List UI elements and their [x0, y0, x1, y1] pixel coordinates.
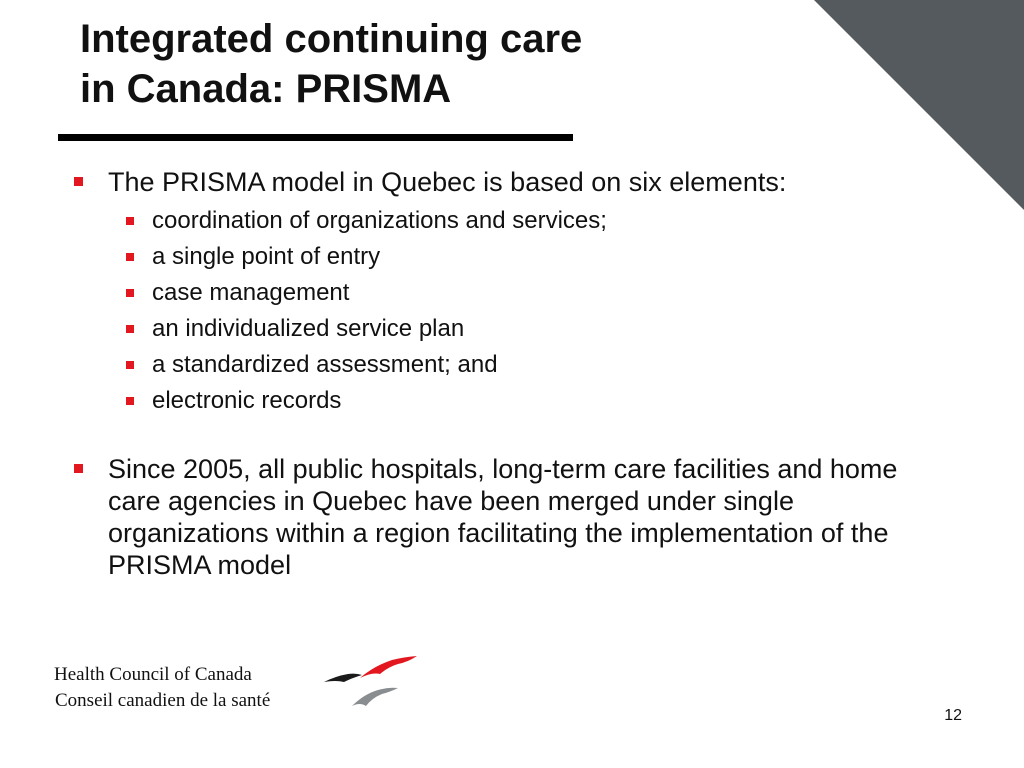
sub-bullet-text: coordination of organizations and services; — [152, 207, 607, 234]
red-square-bullet-icon — [126, 217, 134, 225]
bullet-text: Since 2005, all public hospitals, long-term care facilities and home care agencies in Quebec have been merged under single organizations within a region facilitating the implementation of the PRISMA model — [108, 454, 898, 580]
title-underline-rule — [58, 134, 573, 141]
red-square-bullet-icon — [74, 464, 83, 473]
red-square-bullet-icon — [126, 289, 134, 297]
sub-bullet-item — [108, 203, 952, 239]
bullet-list — [72, 166, 952, 581]
red-square-bullet-icon — [126, 397, 134, 405]
sub-bullet-list — [108, 203, 952, 419]
sub-bullet-item — [108, 311, 952, 347]
flying-birds-logo-icon — [322, 652, 422, 716]
logo-text-english: Health Council of Canada — [54, 664, 252, 685]
slide-title-line-2: in Canada: PRISMA — [80, 67, 452, 111]
page-number: 12 — [944, 707, 962, 724]
bullet-item-since-2005 — [72, 453, 952, 581]
sub-bullet-text: a single point of entry — [152, 243, 381, 270]
logo-text-french: Conseil canadien de la santé — [55, 690, 271, 711]
slide-title-line-1: Integrated continuing care — [80, 17, 583, 61]
red-square-bullet-icon — [126, 325, 134, 333]
red-square-bullet-icon — [126, 253, 134, 261]
sub-bullet-text: an individualized service plan — [152, 315, 465, 342]
sub-bullet-text: a standardized assessment; and — [152, 351, 498, 378]
logo-wordmark — [54, 662, 270, 714]
sub-bullet-item — [108, 383, 952, 419]
sub-bullet-item — [108, 347, 952, 383]
sub-bullet-text: case management — [152, 279, 350, 306]
red-square-bullet-icon — [126, 361, 134, 369]
sub-bullet-item — [108, 239, 952, 275]
bullet-item-prisma-elements — [72, 166, 952, 419]
sub-bullet-item — [108, 275, 952, 311]
slide-title — [80, 14, 582, 114]
sub-bullet-text: electronic records — [152, 387, 342, 414]
red-square-bullet-icon — [74, 177, 83, 186]
health-council-logo — [54, 652, 434, 722]
bullet-text: The PRISMA model in Quebec is based on six elements: — [108, 167, 787, 197]
